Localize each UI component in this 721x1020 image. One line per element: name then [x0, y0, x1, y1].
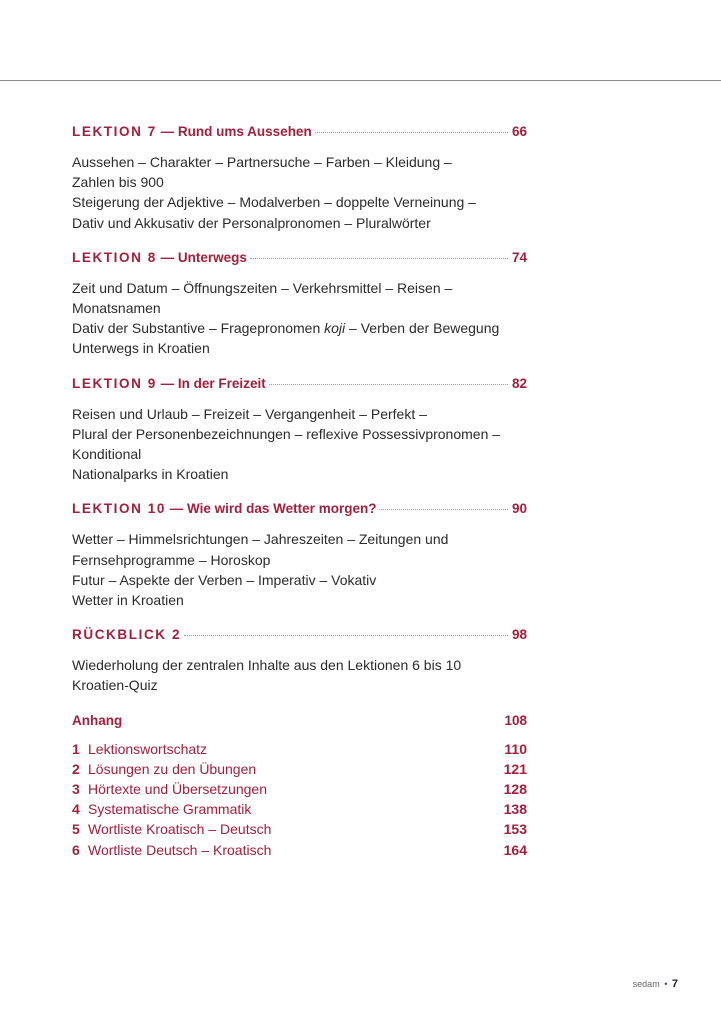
- appendix-page: 108: [504, 712, 527, 728]
- lesson-line: Wetter in Kroatien: [72, 592, 184, 609]
- lesson-line: Unterwegs in Kroatien: [72, 340, 210, 357]
- publisher-name: sedam: [632, 979, 660, 989]
- lesson-line: Monatsnamen: [72, 300, 161, 317]
- lesson-description: [72, 152, 527, 233]
- lesson-line: Wiederholung der zentralen Inhalte aus den Lektionen 6 bis 10: [72, 657, 462, 674]
- lesson-line: [72, 318, 527, 338]
- lesson-page: 82: [511, 375, 527, 391]
- appendix-list: [72, 739, 527, 860]
- lesson-line: Aussehen – Charakter – Partnersuche – Farben – Kleidung –: [72, 154, 452, 170]
- lesson-title: — In der Freizeit: [160, 375, 266, 391]
- appendix-item[interactable]: [72, 840, 527, 860]
- appendix-section: [72, 713, 527, 860]
- lesson-label: LEKTION 8: [72, 249, 157, 265]
- appendix-item[interactable]: [72, 799, 527, 819]
- appendix-item-number: 4: [72, 801, 80, 818]
- table-of-contents: [72, 124, 527, 860]
- appendix-item-number: 6: [72, 841, 80, 858]
- dot-leader: [184, 635, 508, 636]
- line-text: – Verben der Bewegung: [345, 320, 500, 337]
- lesson-line: Steigerung der Adjektive – Modalverben – doppelte Verneinung –: [72, 194, 476, 211]
- lesson-heading[interactable]: [72, 250, 527, 270]
- lesson-page: 66: [511, 124, 527, 139]
- appendix-item-number: 2: [72, 760, 80, 777]
- appendix-item-text: Wortliste Kroatisch – Deutsch: [88, 821, 272, 838]
- appendix-title: Anhang: [72, 712, 123, 728]
- dot-leader: [269, 384, 508, 385]
- lesson-line: Konditional: [72, 446, 142, 463]
- lesson-line: Reisen und Urlaub – Freizeit – Vergangenheit – Perfekt –: [72, 405, 427, 422]
- appendix-item-number: 3: [72, 781, 80, 798]
- appendix-item[interactable]: [72, 779, 527, 799]
- lesson-line: Nationalparks in Kroatien: [72, 466, 229, 483]
- lesson-page: 98: [511, 627, 527, 643]
- lesson-label: LEKTION 9: [72, 375, 157, 391]
- top-rule: [0, 80, 721, 81]
- dot-leader: [250, 258, 508, 259]
- appendix-item-text: Wortliste Deutsch – Kroatisch: [88, 841, 272, 858]
- lesson-line: Futur – Aspekte der Verben – Imperativ – Vokativ: [72, 571, 377, 588]
- appendix-item-page: 128: [503, 781, 527, 798]
- appendix-item-number: 1: [72, 740, 80, 757]
- appendix-item-text: Systematische Grammatik: [88, 801, 252, 818]
- lesson-line: Zeit und Datum – Öffnungszeiten – Verkehrsmittel – Reisen –: [72, 279, 453, 296]
- appendix-heading[interactable]: [72, 713, 527, 733]
- lesson-title: — Wie wird das Wetter morgen?: [169, 501, 377, 517]
- lesson-line: Dativ und Akkusativ der Personalpronomen – Pluralwörter: [72, 214, 431, 231]
- appendix-item[interactable]: [72, 759, 527, 779]
- lesson-10: [72, 501, 527, 610]
- lesson-heading[interactable]: [72, 501, 527, 521]
- lesson-line: Plural der Personenbezeichnungen – reflexive Possessivpronomen –: [72, 425, 501, 442]
- appendix-item-number: 5: [72, 821, 80, 838]
- lesson-heading[interactable]: [72, 124, 527, 144]
- lesson-heading[interactable]: [72, 627, 527, 647]
- lesson-8: [72, 250, 527, 359]
- appendix-item-page: 110: [504, 740, 527, 757]
- appendix-item-text: Lösungen zu den Übungen: [88, 760, 257, 777]
- appendix-item-text: Lektionswortschatz: [88, 740, 208, 757]
- lesson-description: [72, 278, 527, 359]
- lesson-heading[interactable]: [72, 376, 527, 396]
- lesson-page: 90: [511, 501, 527, 517]
- appendix-item[interactable]: [72, 739, 527, 759]
- appendix-item-page: 153: [503, 821, 527, 838]
- lesson-line: Wetter – Himmelsrichtungen – Jahreszeiten – Zeitungen und: [72, 531, 449, 548]
- line-italic-text: koji: [324, 320, 346, 337]
- appendix-item-text: Hörtexte und Übersetzungen: [88, 781, 267, 798]
- lesson-label: LEKTION 10: [72, 501, 167, 517]
- appendix-item-page: 164: [503, 841, 527, 858]
- dot-leader: [315, 132, 508, 133]
- lesson-title: — Rund ums Aussehen: [160, 124, 312, 139]
- page-number: 7: [671, 978, 678, 990]
- appendix-item-page: 121: [503, 760, 527, 777]
- page-footer: [633, 978, 678, 990]
- lesson-description: [72, 529, 527, 610]
- lesson-label: LEKTION 7: [72, 124, 157, 139]
- lesson-page: 74: [511, 249, 527, 265]
- appendix-item[interactable]: [72, 819, 527, 839]
- lesson-line: Zahlen bis 900: [72, 174, 164, 191]
- lesson-7: [72, 124, 527, 233]
- lesson-label: RÜCKBLICK 2: [72, 627, 182, 643]
- review-2: [72, 627, 527, 695]
- dot-leader: [379, 509, 508, 510]
- line-text: Dativ der Substantive – Fragepronomen: [72, 320, 325, 337]
- lesson-description: [72, 655, 527, 695]
- lesson-line: Fernsehprogramme – Horoskop: [72, 551, 271, 568]
- lesson-line: Kroatien-Quiz: [72, 677, 158, 694]
- lesson-title: — Unterwegs: [160, 249, 247, 265]
- appendix-item-page: 138: [503, 801, 527, 818]
- lesson-description: [72, 404, 527, 485]
- bullet-separator: •: [664, 979, 668, 989]
- lesson-9: [72, 376, 527, 485]
